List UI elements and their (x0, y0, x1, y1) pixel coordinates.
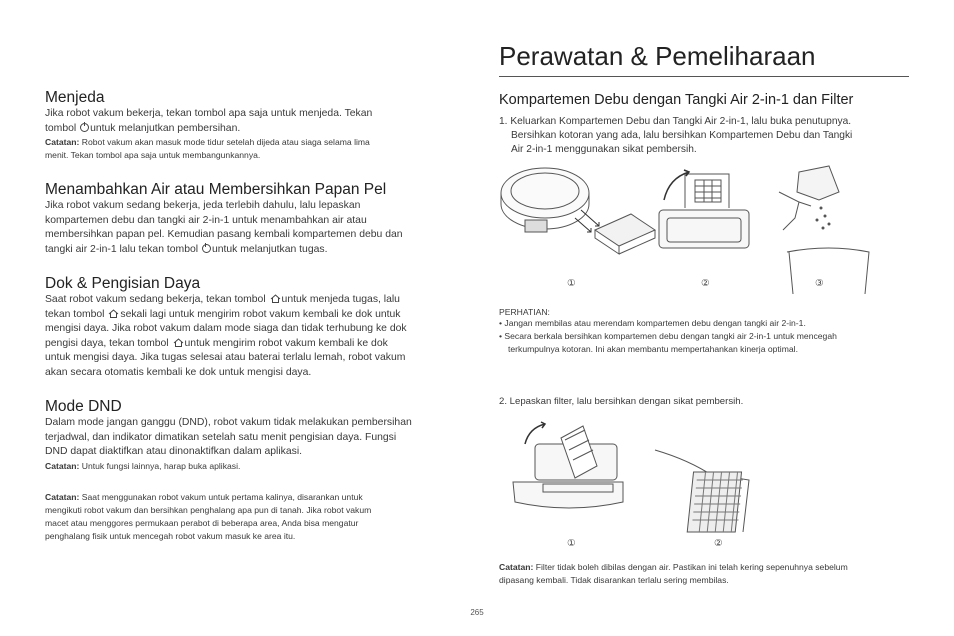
figure2-label-2: ② (714, 538, 723, 549)
heading-dnd: Mode DND (45, 398, 122, 415)
step2-text: 2. Lepaskan filter, lalu bersihkan dengan sikat pembersih. (499, 396, 744, 407)
figure-label-2: ② (701, 278, 710, 289)
caution-block (499, 307, 911, 356)
section-dock (45, 274, 457, 380)
caution-item-1: • Jangan membilas atau merendam kompartemen debu dengan tangki air 2-in-1. (499, 318, 806, 328)
section-dnd (45, 397, 457, 473)
dnd-text: Dalam mode jangan ganggu (DND), robot vakum tidak melakukan pembersihan terjadwal, dan indikator dimatikan setelah satu menit pengisian daya. Fungsi DND dapat diaktifkan atau dinonaktifkan dalam aplikasi. (45, 417, 412, 457)
subheading: Kompartemen Debu dengan Tangki Air 2-in-1 dan Filter (499, 92, 854, 108)
home-button-icon (108, 309, 119, 318)
power-button-icon (80, 123, 89, 132)
pause-text: Jika robot vakum bekerja, tekan tombol apa saja untuk menjeda. Tekan tombol untuk melanjutkan pembersihan. (45, 108, 373, 134)
figure-label-3: ③ (815, 278, 824, 289)
heading-dock: Dok & Pengisian Daya (45, 275, 201, 292)
heading-pause: Menjeda (45, 89, 105, 106)
first-use-note: Catatan: Saat menggunakan robot vakum untuk pertama kalinya, disarankan untuk mengikuti robot vakum dan bersihkan penghalang apa pun di tanah. Jika robot vakum macet atau menggores permukaan perabot di beberapa area, Anda bisa mengatur penghalang fisik untuk mencegah robot vakum masuk ke area itu. (45, 492, 372, 541)
caution-item-2: • Secara berkala bersihkan kompartemen debu dengan tangki air 2-in-1 untuk mencegah terkumpulnya kotoran. Ini akan membantu mempertahankan kinerja optimal. (499, 331, 837, 354)
caution-title: PERHATIAN: (499, 307, 550, 317)
section-first-use-note (45, 491, 457, 543)
figure2-label-1: ① (567, 538, 576, 549)
dnd-note: Catatan: Untuk fungsi lainnya, harap buka aplikasi. (45, 460, 241, 471)
pause-note: Catatan: Robot vakum akan masuk mode tidur setelah dijeda atau siaga selama lima menit. Tekan tombol apa saja untuk membangunkannya. (45, 137, 370, 160)
step2-illustration (499, 420, 911, 538)
power-button-icon (202, 244, 211, 253)
filter-note: Catatan: Filter tidak boleh dibilas dengan air. Pastikan ini telah kering sepenuhnya sebelum dipasang kembali. Tidak disarankan terlalu sering membilas. (499, 562, 848, 585)
home-button-icon (270, 294, 281, 303)
title-divider (499, 76, 909, 77)
step1-text: 1. Keluarkan Kompartemen Debu dan Tangki Air 2-in-1, lalu buka penutupnya. Bersihkan kotoran yang ada, lalu bersihkan Kompartemen Debu dan Tangki Air 2-in-1 menggunakan sikat pembersih. (499, 116, 853, 155)
page-number: 265 (470, 608, 484, 617)
figure-label-1: ① (567, 278, 576, 289)
dock-text: Saat robot vakum sedang bekerja, tekan tombol untuk menjeda tugas, lalu tekan tombol sekali lagi untuk mengirim robot vakum kembali ke dok untuk mengisi daya. Jika robot vakum dalam mode siaga dan tidak terhubung ke dok pengisi daya, tekan tombol untuk mengirim robot vakum kembali ke dok untuk mengisi daya. Jika tugas selesai atau baterai terlalu lemah, robot vakum akan secara otomatis kembali ke dok untuk mengisi daya. (45, 294, 407, 378)
section-add-water (45, 180, 457, 257)
page-title: Perawatan & Pemeliharaan (499, 41, 816, 71)
section-pause (45, 88, 457, 162)
add-water-text: Jika robot vakum sedang bekerja, jeda terlebih dahulu, lalu lepaskan kompartemen debu dan tangki air 2-in-1 untuk menambahkan air atau membersihkan papan pel. Kemudian pasang kembali kompartemen debu dan tangki air 2-in-1 lalu tekan tombol untuk melanjutkan tugas. (45, 200, 403, 255)
home-button-icon (173, 338, 184, 347)
heading-add-water: Menambahkan Air atau Membersihkan Papan Pel (45, 181, 387, 198)
